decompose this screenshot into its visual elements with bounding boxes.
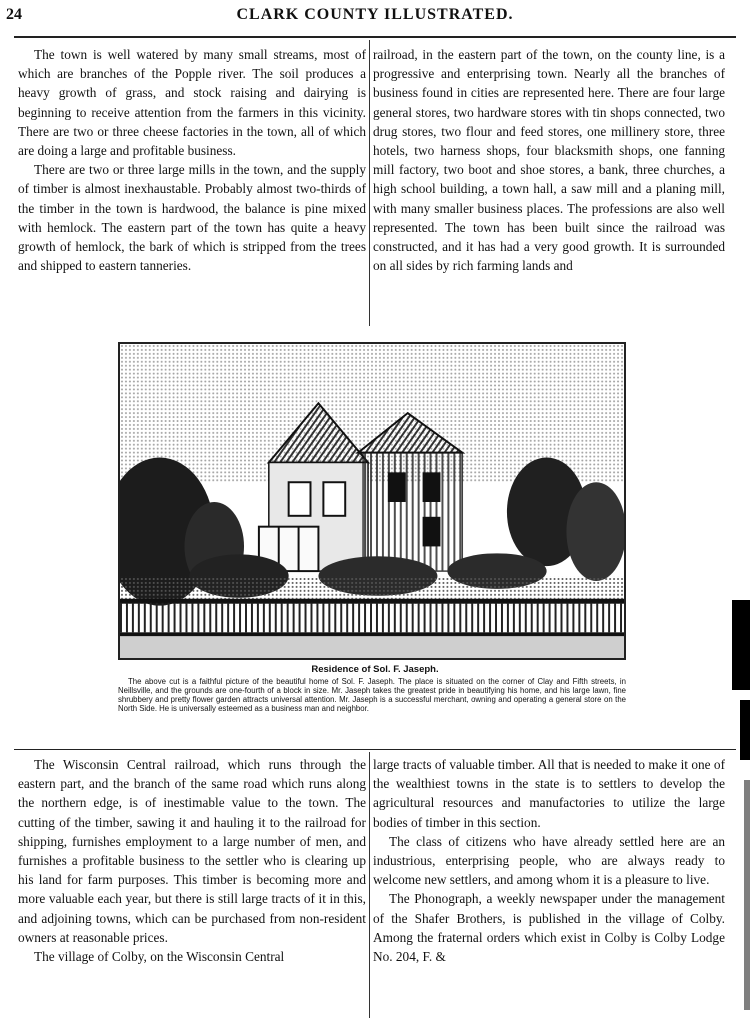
residence-photograph — [118, 342, 626, 660]
header-rule — [14, 36, 736, 38]
paragraph: The village of Colby, on the Wisconsin Central — [34, 949, 285, 965]
figure-caption-title: Residence of Sol. F. Jaseph. — [311, 664, 439, 675]
page-number: 24 — [6, 6, 22, 23]
bottom-left-column — [18, 755, 366, 1017]
paragraph: The Phonograph, a weekly newspaper under the management of the Shafer Brothers, is published in the village of Colby. Among the fraternal orders which exist in Colby is Colby Lodge No. 204, F. & — [373, 891, 725, 965]
top-right-column — [373, 45, 725, 325]
figure-caption-text: The above cut is a faithful picture of the beautiful home of Sol. F. Jaseph. The place is situated on the corner of Clay and Fifth streets, in Neillsville, and the grounds are one-fourth of a block in size. Mr. Jaseph takes the greatest pride in beautifying his home, and his large lawn, fine shrubbery and pretty flower garden attracts universal attention. Mr. Jaseph is a successful merchant, owning and operating a general store on the North Side. He is universally esteemed as a business man and neighbor. — [118, 677, 626, 713]
paragraph: The class of citizens who have already settled here are an industrious, enterprising people, who are always ready to welcome new settlers, and among whom it is a pleasure to live. — [373, 833, 725, 888]
scan-edge-artifact — [740, 700, 750, 760]
scan-edge-artifact — [732, 600, 750, 690]
section-rule — [14, 749, 736, 750]
column-divider — [369, 40, 370, 326]
paragraph: The town is well watered by many small streams, most of which are branches of the Popple river. The soil produces a heavy growth of grass, and stock raising and dairying is beginning to receive attention from the farmers in this vicinity. There are two or three cheese factories in the town, all of which are doing a large and profitable business. — [18, 47, 366, 159]
page-header — [0, 0, 750, 40]
top-left-column — [18, 45, 366, 325]
bottom-right-column — [373, 755, 725, 1017]
house-illustration — [120, 344, 624, 658]
paragraph: large tracts of valuable timber. All that is needed to make it one of the wealthiest towns in the state is to settlers to develop the agricultural resources and manufactories to utilize the large bodies of timber in this section. — [373, 757, 725, 830]
running-title: CLARK COUNTY ILLUSTRATED. — [236, 6, 514, 23]
paragraph: There are two or three large mills in the town, and the supply of timber is almost inexhaustable. Probably almost two-thirds of the timber in the town is hardwood, the balance is pine mixed with hemlock. The eastern part of the town has quite a heavy growth of hemlock, the bark of which is stripped from the trees and shipped to eastern tanneries. — [18, 162, 366, 274]
paragraph: The Wisconsin Central railroad, which runs through the eastern part, and the branch of the same road which runs along the northern edge, is of inestimable value to the town. The cutting of the timber, sawing it and hauling it to the railroad for shipping, furnishes employment to a large number of men, and furnishes a profitable business to the settler who is clearing up his land for farm purposes. This timber is becoming more and more valuable each year, but there is still large tracts of it in this, and adjoining towns, which can be purchased from non-resident owners at reasonable prices. — [18, 757, 366, 945]
paragraph: railroad, in the eastern part of the town, on the county line, is a progressive and enterprising town. Nearly all the branches of business found in cities are represented here. There are four large general stores, two hardware stores with tin shops connected, two drug stores, two flour and feed stores, one millinery store, three hotels, two harness shops, four blacksmith shops, one fanning mill factory, two boot and shoe stores, a bank, three churches, a high school building, a town hall, a saw mill and a planing mill, with many smaller business places. The professions are also well represented. The town has been built since the railroad was constructed, and it has had a very good growth. It is surrounded on all sides by rich farming lands and — [373, 47, 725, 274]
scan-edge-artifact — [744, 780, 750, 1010]
column-divider — [369, 752, 370, 1018]
